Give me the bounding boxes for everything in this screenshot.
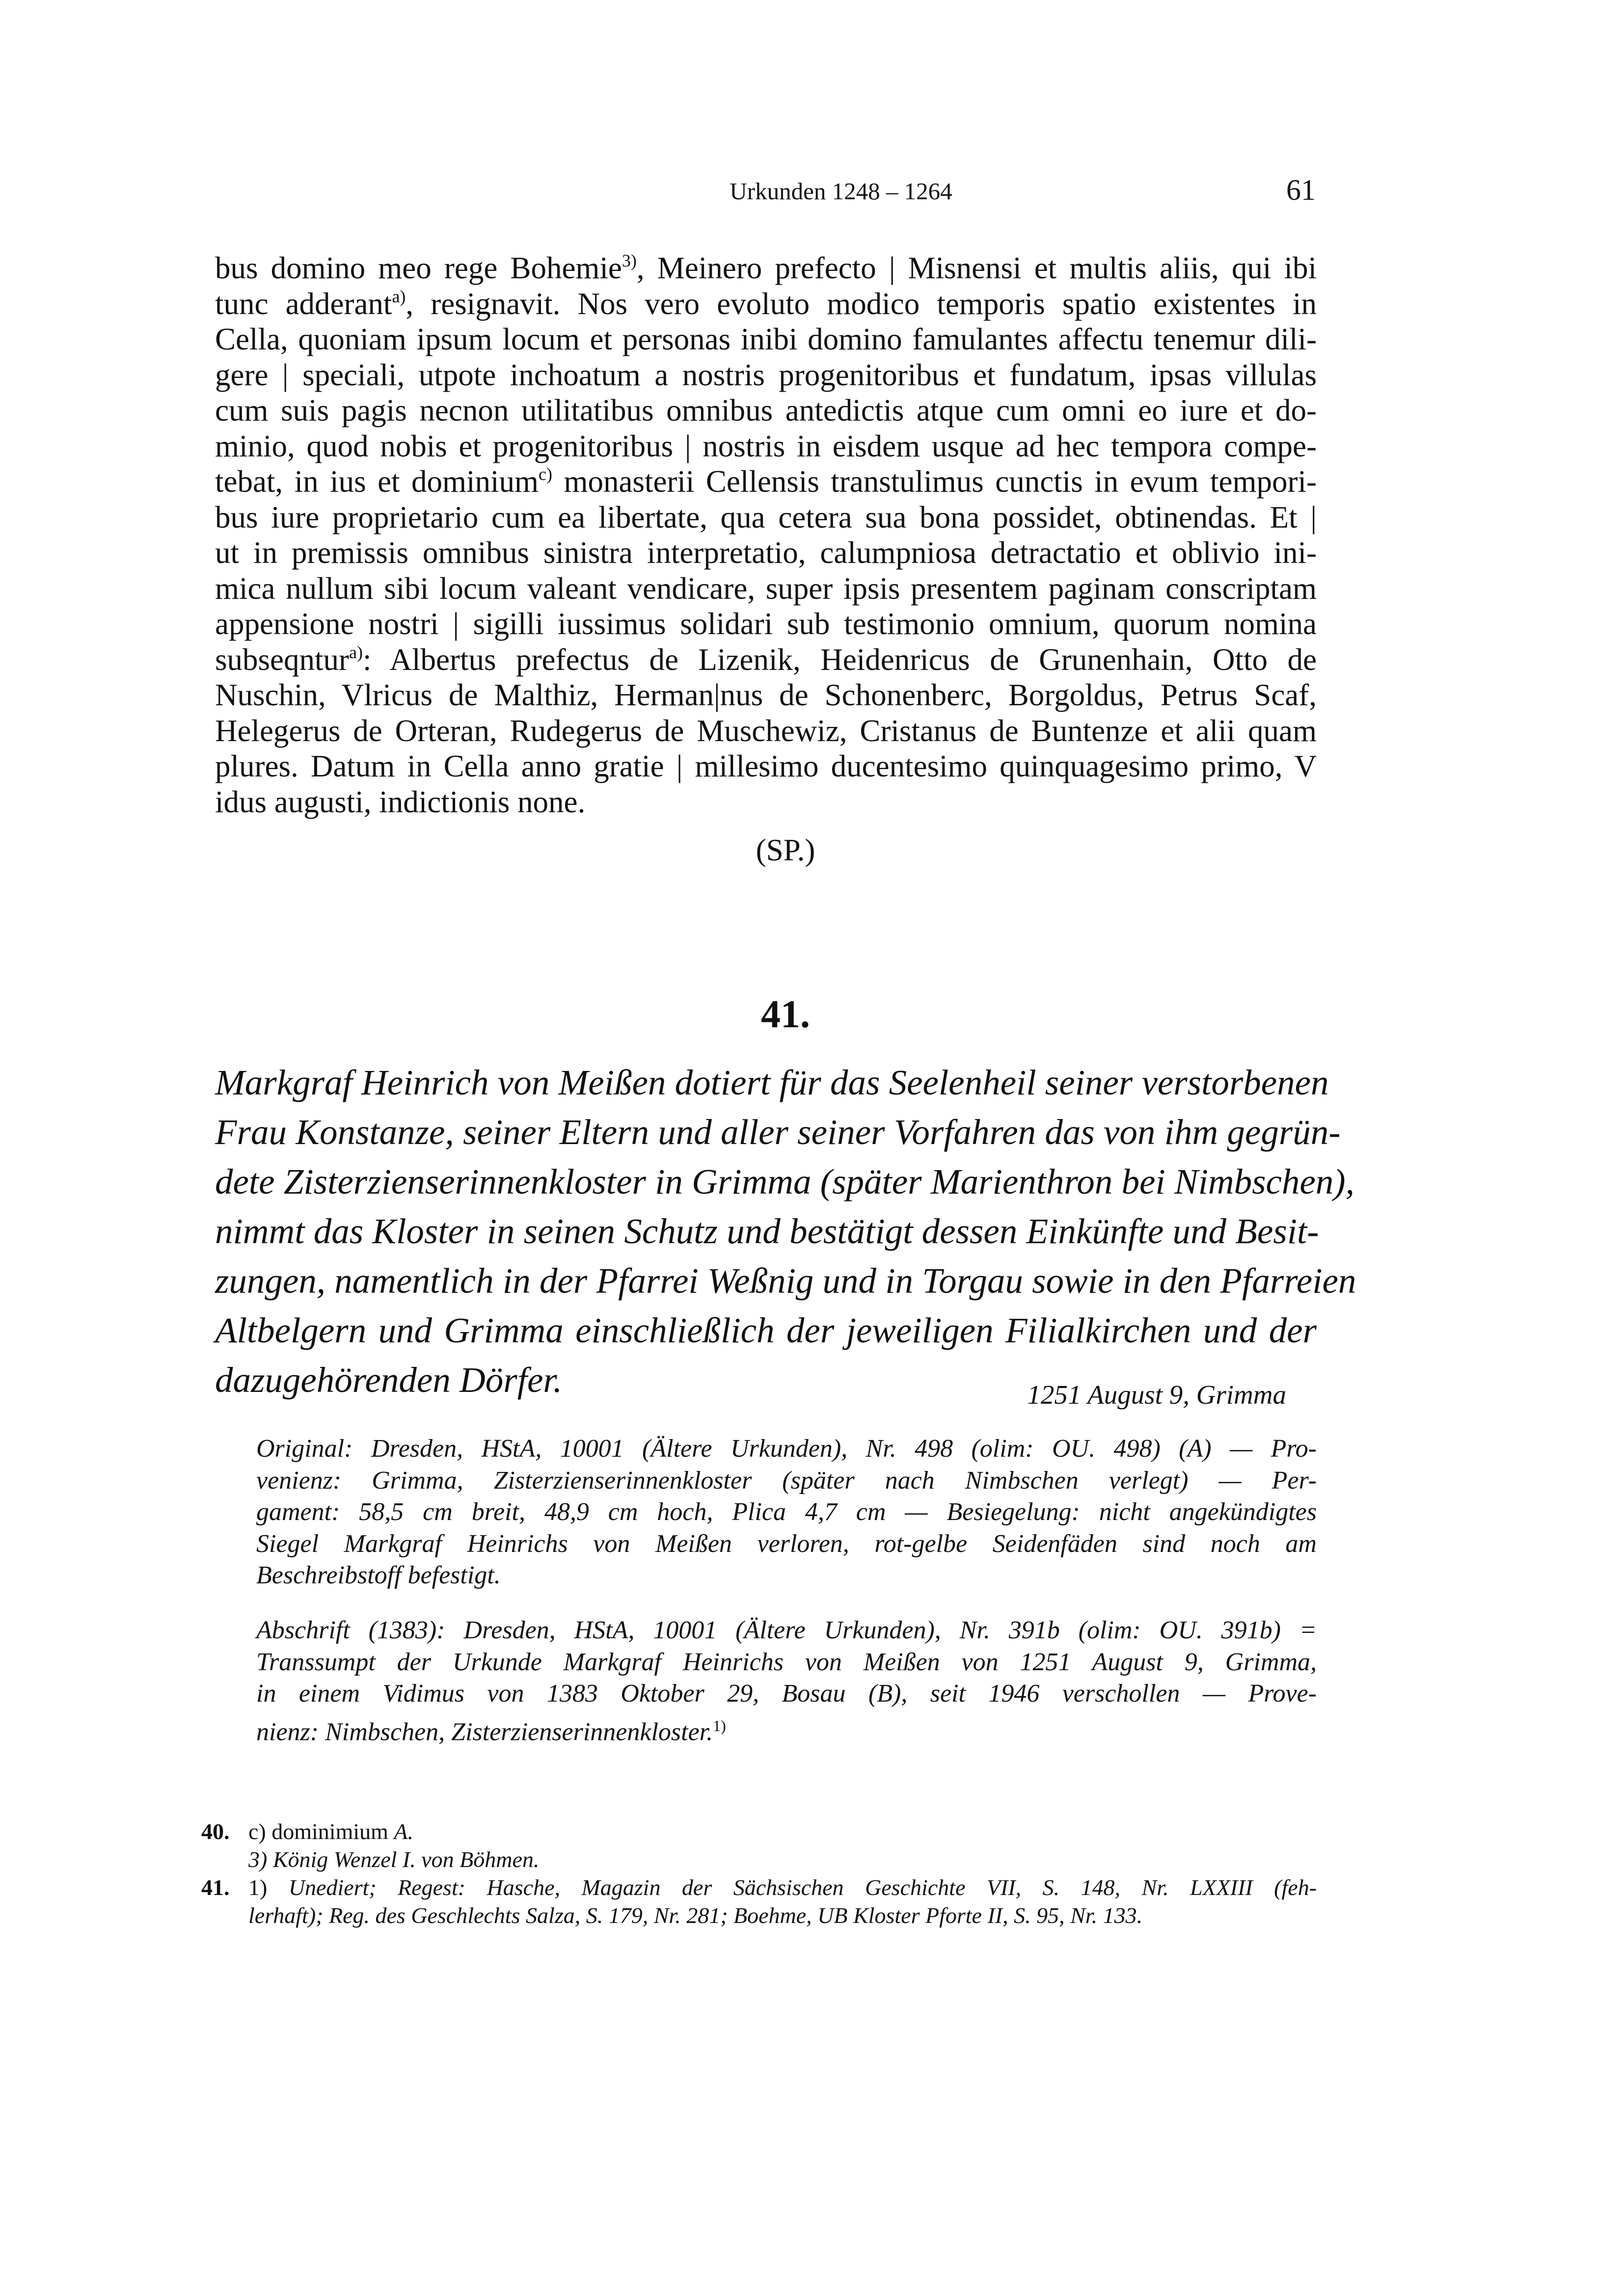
- body-line: mica nullum sibi locum valeant vendicare, super ipsis presentem paginam conscriptam: [215, 571, 1317, 606]
- footnote-text: Unediert; Regest: Hasche, Magazin der Sächsischen Geschichte VII, S. 148, Nr. LXXIII (feh-: [288, 1875, 1317, 1900]
- footnote-label: 1): [248, 1875, 268, 1900]
- footnote-doc-number: 41.: [201, 1875, 230, 1900]
- footnote-ref: 3): [622, 251, 637, 270]
- regest: [215, 1058, 1356, 1405]
- footnote-doc-number: 40.: [201, 1819, 230, 1844]
- running-title: Urkunden 1248 – 1264: [730, 178, 952, 205]
- footnote-text: 3) König Wenzel I. von Böhmen.: [248, 1847, 540, 1872]
- body-line: Helegerus de Orteran, Rudegerus de Muschewiz, Cristanus de Buntenze et alii quam: [215, 713, 1317, 748]
- tradition-line: Siegel Markgraf Heinrichs von Meißen verloren, rot-gelbe Seidenfäden sind noch am: [256, 1529, 1317, 1558]
- body-line: minio, quod nobis et progenitoribus | nostris in eisdem usque ad hec tempora compe-: [215, 428, 1317, 463]
- footnote-ref: a): [392, 286, 406, 306]
- body-line: tebat, in ius et dominium$^{c)}$ monasterii Cellensis transtulimus cunctis in evum tempori-: [215, 464, 1317, 499]
- seal-note: (SP.): [756, 833, 815, 867]
- regest-line: dazugehörenden Dörfer.: [215, 1360, 562, 1400]
- footnote-40-3: [248, 1845, 1317, 1873]
- footnote-ref: 1): [713, 1716, 726, 1735]
- regest-line: Altbelgern und Grimma einschließlich der jeweiligen Filialkirchen und der: [215, 1310, 1317, 1350]
- regest-line: nimmt das Kloster in seinen Schutz und bestätigt dessen Einkünfte und Besit-: [215, 1211, 1319, 1251]
- body-line: tunc adderant$^{a)}$, resignavit. Nos vero evoluto modico temporis spatio existentes in: [215, 286, 1317, 321]
- body-line: bus iure proprietario cum ea libertate, qua cetera sua bona possidet, obtinendas. Et |: [215, 500, 1317, 534]
- tradition-line: in einem Vidimus von 1383 Oktober 29, Bosau (B), seit 1946 verschollen — Prove-: [256, 1680, 1317, 1708]
- footnote-text: c) dominimium: [248, 1819, 388, 1844]
- tradition-line: Original: Dresden, HStA, 10001 (Ältere Urkunden), Nr. 498 (olim: OU. 498) (A) — Pro-: [256, 1435, 1317, 1463]
- tradition-line: Transsumpt der Urkunde Markgraf Heinrichs von Meißen von 1251 August 9, Grimma,: [256, 1648, 1317, 1676]
- footnote-41-1: [201, 1873, 1317, 1929]
- body-line: appensione nostri | sigilli iussimus solidari sub testimonio omnium, quorum nomina: [215, 607, 1317, 641]
- page-number: 61: [1286, 174, 1316, 206]
- body-line: plures. Datum in Cella anno gratie | millesimo ducentesimo quinquagesimo primo, V: [215, 749, 1317, 783]
- body-line: bus domino meo rege Bohemie$^{3)}$, Meinero prefecto | Misnensi et multis aliis, qui ibi: [215, 251, 1317, 285]
- footnote-40-c: [201, 1817, 1317, 1845]
- body-line: ut in premissis omnibus sinistra interpretatio, calumpniosa detractatio et oblivio ini-: [215, 535, 1317, 570]
- document-40-text: [215, 250, 1317, 820]
- regest-line: dete Zisterzienserinnenkloster in Grimma (später Marienthron bei Nimbschen),: [215, 1162, 1354, 1201]
- body-line: idus augusti, indictionis none.: [215, 784, 586, 819]
- footnote-siglum: A.: [394, 1819, 414, 1844]
- body-line: Cella, quoniam ipsum locum et personas inibi domino famulantes affectu tenemur dili-: [215, 322, 1317, 356]
- body-line: cum suis pagis necnon utilitatibus omnibus antedictis atque cum omni eo iure et do-: [215, 393, 1317, 427]
- footnote-ref: c): [539, 464, 552, 484]
- regest-line: Frau Konstanze, seiner Eltern und aller seiner Vorfahren das von ihm gegrün-: [215, 1112, 1341, 1152]
- tradition-copy: [256, 1615, 1317, 1748]
- tradition-line: venienz: Grimma, Zisterzienserinnenkloster (später nach Nimbschen verlegt) — Per-: [256, 1466, 1317, 1495]
- tradition-line: Abschrift (1383): Dresden, HStA, 10001 (Ältere Urkunden), Nr. 391b (olim: OU. 391b) =: [256, 1616, 1317, 1644]
- body-line: gere | speciali, utpote inchoatum a nostris progenitoribus et fundatum, ipsas villulas: [215, 357, 1317, 392]
- date-place: 1251 August 9, Grimma: [1027, 1380, 1286, 1410]
- footnote-ref: a): [349, 642, 363, 662]
- tradition-line: nienz: Nimbschen, Zisterzienserinnenkloster.$^{1)}$: [256, 1716, 726, 1746]
- document-number: 41.: [761, 993, 810, 1036]
- regest-line: zungen, namentlich in der Pfarrei Weßnig und in Torgau sowie in den Pfarreien: [215, 1261, 1356, 1301]
- footnote-text: lerhaft); Reg. des Geschlechts Salza, S. 179, Nr. 281; Boehme, UB Kloster Pforte II, S. 95, Nr. 133.: [248, 1903, 1143, 1928]
- tradition-original: [256, 1433, 1317, 1592]
- regest-line: Markgraf Heinrich von Meißen dotiert für das Seelenheil seiner verstorbenen: [215, 1063, 1329, 1102]
- tradition-line: Beschreibstoff befestigt.: [256, 1561, 501, 1589]
- body-line: Nuschin, Vlricus de Malthiz, Herman|nus de Schonenberc, Borgoldus, Petrus Scaf,: [215, 678, 1317, 712]
- tradition-line: gament: 58,5 cm breit, 48,9 cm hoch, Plica 4,7 cm — Besiegelung: nicht angekündigtes: [256, 1498, 1317, 1526]
- body-line: subseq​ntur$^{a)}$: Albertus prefectus de Lizenik, Heidenricus de Grunenhain, Otto de: [215, 642, 1317, 677]
- footnotes: [201, 1817, 1317, 1929]
